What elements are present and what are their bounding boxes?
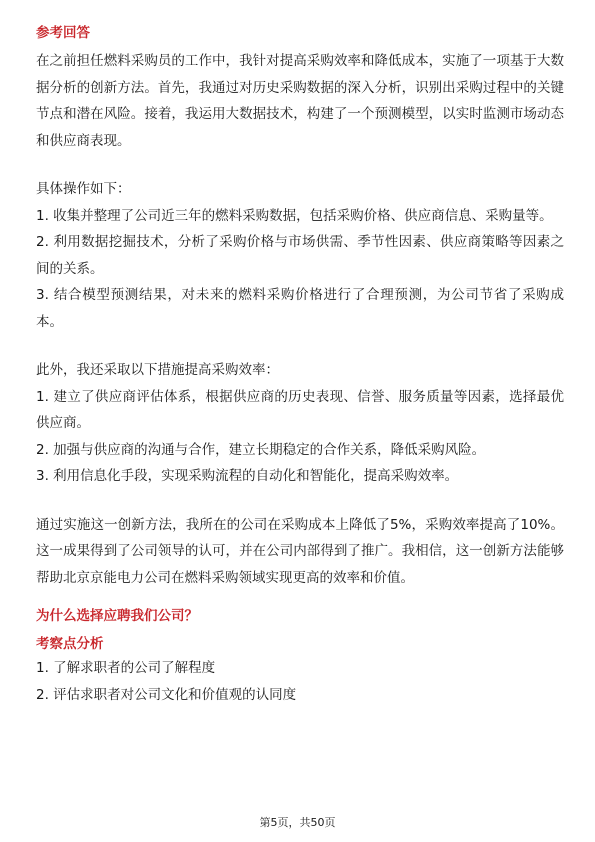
analysis-point: 2. 评估求职者对公司文化和价值观的认同度 [36,686,297,703]
document-page [36,22,564,708]
intro-paragraph: 在之前担任燃料采购员的工作中，我针对提高采购效率和降低成本，实施了一项基于大数据分析的创新方法。首先，我通过对历史采购数据的深入分析，识别出采购过程中的关键节点和潜在风险。接着，我运用大数据技术，构建了一个预测模型，以实时监测市场动态和供应商表现。 [36,53,564,149]
steps-title: 具体操作如下： [36,181,131,197]
step-item: 2. 利用数据挖掘技术，分析了采购价格与市场供需、季节性因素、供应商策略等因素之间的关系。 [36,234,564,277]
measure-item: 1. 建立了供应商评估体系，根据供应商的历史表现、信誉、服务质量等因素，选择最优供应商。 [36,388,564,431]
page-number: 第5页，共50页 [259,816,336,829]
analysis-point: 1. 了解求职者的公司了解程度 [36,660,216,676]
conclusion-paragraph: 通过实施这一创新方法，我所在的公司在采购成本上降低了5%，采购效率提高了10%。这一成果得到了公司领导的认可，并在公司内部得到了推广。我相信，这一创新方法能够帮助北京京能电力公司在燃料采购领域实现更高的效率和价值。 [36,516,564,586]
reference-answer-heading: 参考回答 [36,25,90,41]
analysis-heading: 考察点分析 [36,636,104,652]
question-heading: 为什么选择应聘我们公司？ [36,608,198,624]
measure-item: 2. 加强与供应商的沟通与合作，建立长期稳定的合作关系，降低采购风险。 [36,441,486,458]
step-item: 3. 结合模型预测结果，对未来的燃料采购价格进行了合理预测，为公司节省了采购成本。 [36,287,564,330]
step-item: 1. 收集并整理了公司近三年的燃料采购数据，包括采购价格、供应商信息、采购量等。 [36,207,553,224]
measure-item: 3. 利用信息化手段，实现采购流程的自动化和智能化，提高采购效率。 [36,468,459,484]
measures-title: 此外，我还采取以下措施提高采购效率： [36,362,279,378]
